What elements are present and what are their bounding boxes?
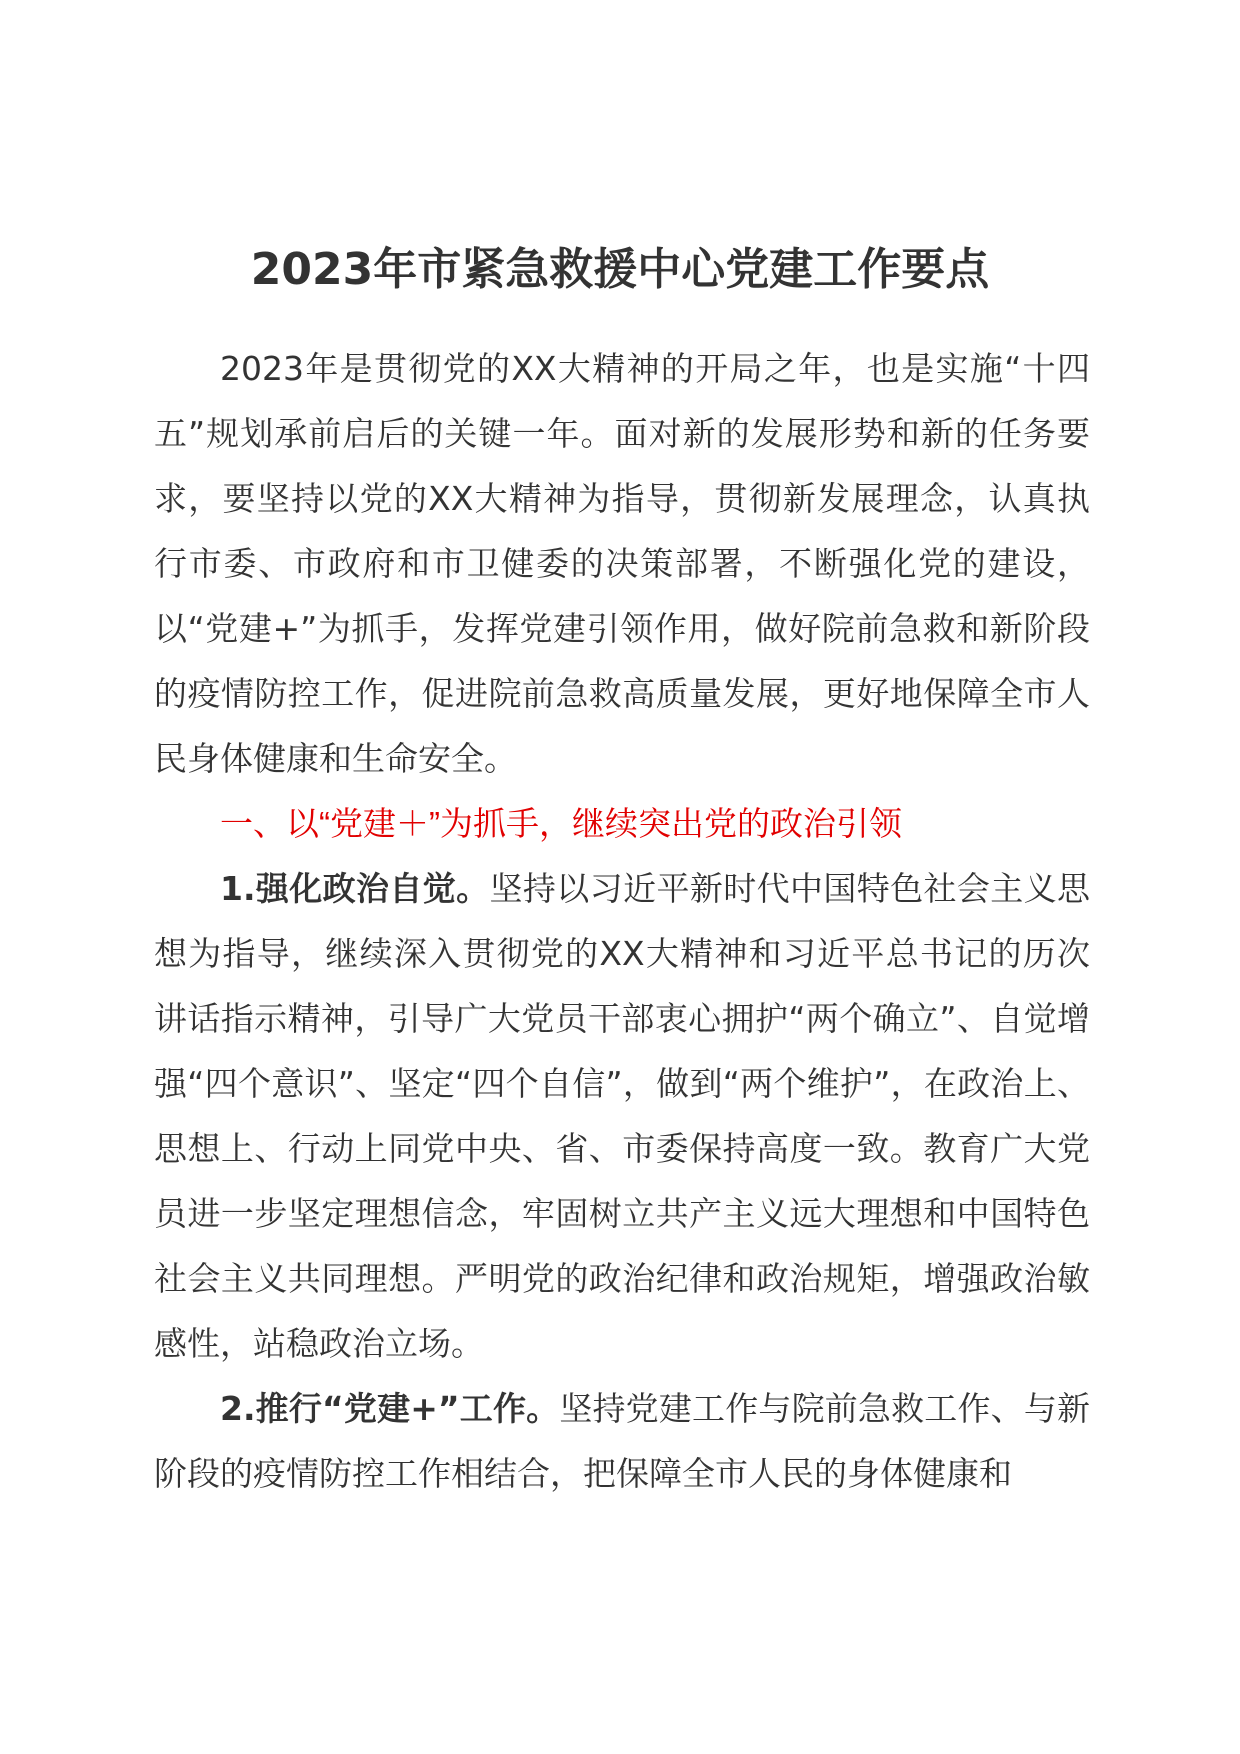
item-1-paragraph <box>154 856 1090 1376</box>
intro-paragraph: 2023年是贯彻党的XX大精神的开局之年，也是实施“十四五”规划承前启后的关键一年。面对新的发展形势和新的任务要求，要坚持以党的XX大精神为指导，贯彻新发展理念，认真执行市委、市政府和市卫健委的决策部署，不断强化党的建设，以“党建+”为抓手，发挥党建引领作用，做好院前急救和新阶段的疫情防控工作，促进院前急救高质量发展，更好地保障全市人民身体健康和生命安全。 <box>154 349 1090 778</box>
item-2-lead: 2.推行“党建+”工作。 <box>220 1389 560 1428</box>
item-2-text: 坚持党建工作与院前急救工作、与新阶段的疫情防控工作相结合，把保障全市人民的身体健康和 <box>154 1389 1090 1493</box>
item-2-paragraph <box>154 1376 1090 1506</box>
item-1-lead: 1.强化政治自觉。 <box>220 869 490 908</box>
document-body <box>154 336 1090 1506</box>
item-1-text: 坚持以习近平新时代中国特色社会主义思想为指导，继续深入贯彻党的XX大精神和习近平总书记的历次讲话指示精神，引导广大党员干部衷心拥护“两个确立”、自觉增强“四个意识”、坚定“四个自信”，做到“两个维护”，在政治上、思想上、行动上同党中央、省、市委保持高度一致。教育广大党员进一步坚定理想信念，牢固树立共产主义远大理想和中国特色社会主义共同理想。严明党的政治纪律和政治规矩，增强政治敏感性，站稳政治立场。 <box>154 869 1091 1363</box>
document-title: 2023年市紧急救援中心党建工作要点 <box>250 244 990 295</box>
section-1-heading: 一、以“党建＋”为抓手，继续突出党的政治引领 <box>220 805 902 842</box>
